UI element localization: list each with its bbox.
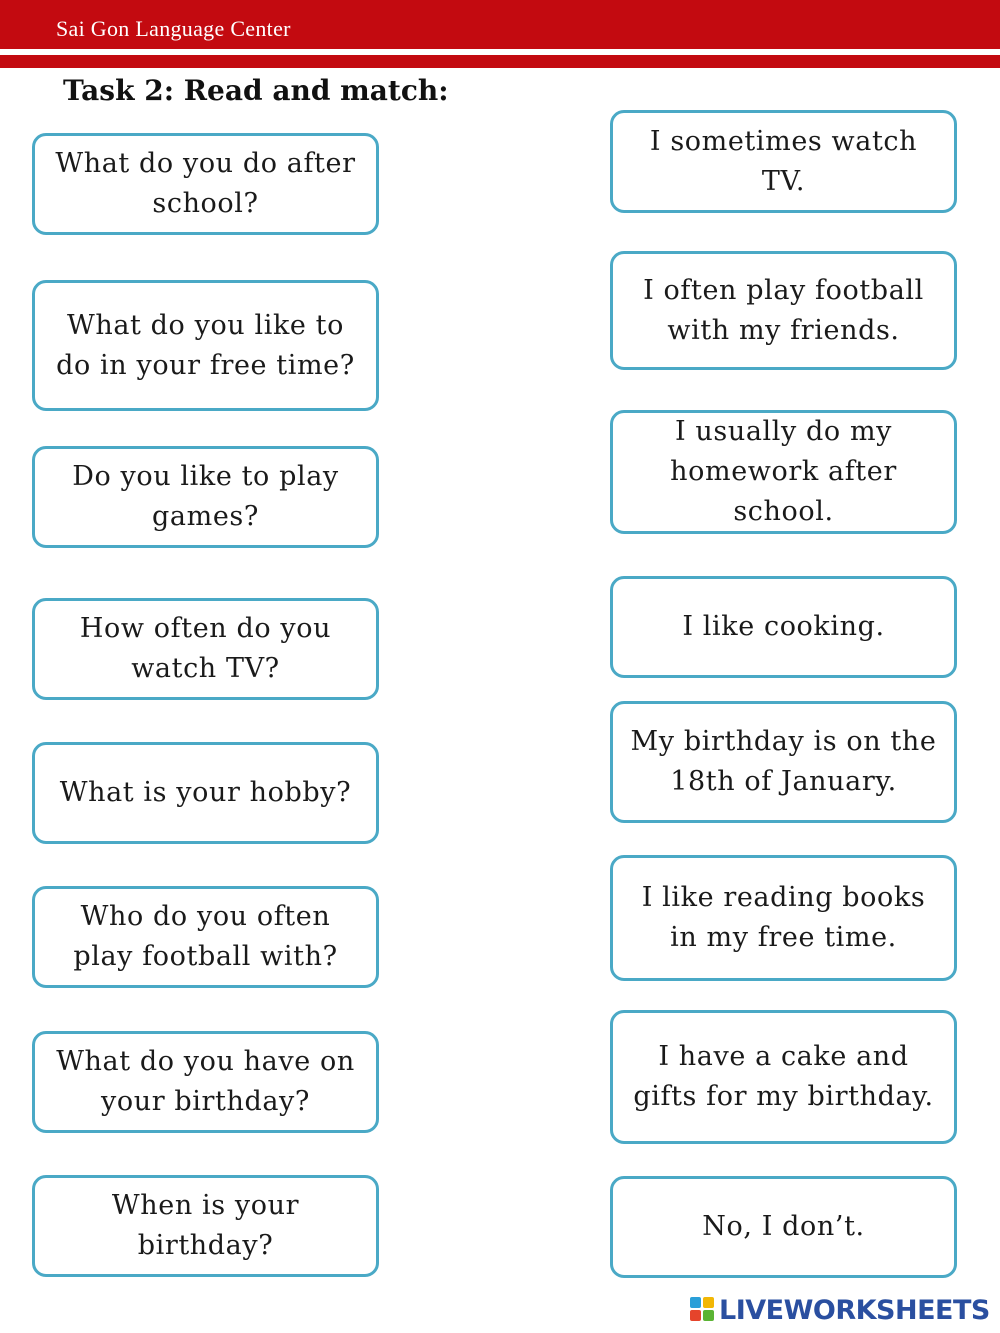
answer-card-5[interactable]: My birthday is on the 18th of January. (610, 701, 957, 823)
question-card-7[interactable]: What do you have on your birthday? (32, 1031, 379, 1133)
question-card-1[interactable]: What do you do after school? (32, 133, 379, 235)
liveworksheets-logo (690, 1293, 990, 1327)
answer-card-8[interactable]: No, I don’t. (610, 1176, 957, 1278)
question-card-8[interactable]: When is your birthday? (32, 1175, 379, 1277)
header-title: Sai Gon Language Center (56, 16, 291, 41)
header-divider (0, 55, 1000, 68)
question-card-4[interactable]: How often do you watch TV? (32, 598, 379, 700)
answer-card-4[interactable]: I like cooking. (610, 576, 957, 678)
question-card-2[interactable]: What do you like to do in your free time? (32, 280, 379, 411)
liveworksheets-logo-text: LIVEWORKSHEETS (719, 1294, 990, 1326)
answer-card-1[interactable]: I sometimes watch TV. (610, 110, 957, 213)
answer-card-3[interactable]: I usually do my homework after school. (610, 410, 957, 534)
question-card-6[interactable]: Who do you often play football with? (32, 886, 379, 988)
question-card-3[interactable]: Do you like to play games? (32, 446, 379, 548)
question-card-5[interactable]: What is your hobby? (32, 742, 379, 844)
answer-card-2[interactable]: I often play football with my friends. (610, 251, 957, 370)
answer-card-7[interactable]: I have a cake and gifts for my birthday. (610, 1010, 957, 1144)
task-title: Task 2: Read and match: (63, 74, 449, 107)
answer-card-6[interactable]: I like reading books in my free time. (610, 855, 957, 981)
liveworksheets-logo-icon (690, 1297, 716, 1323)
